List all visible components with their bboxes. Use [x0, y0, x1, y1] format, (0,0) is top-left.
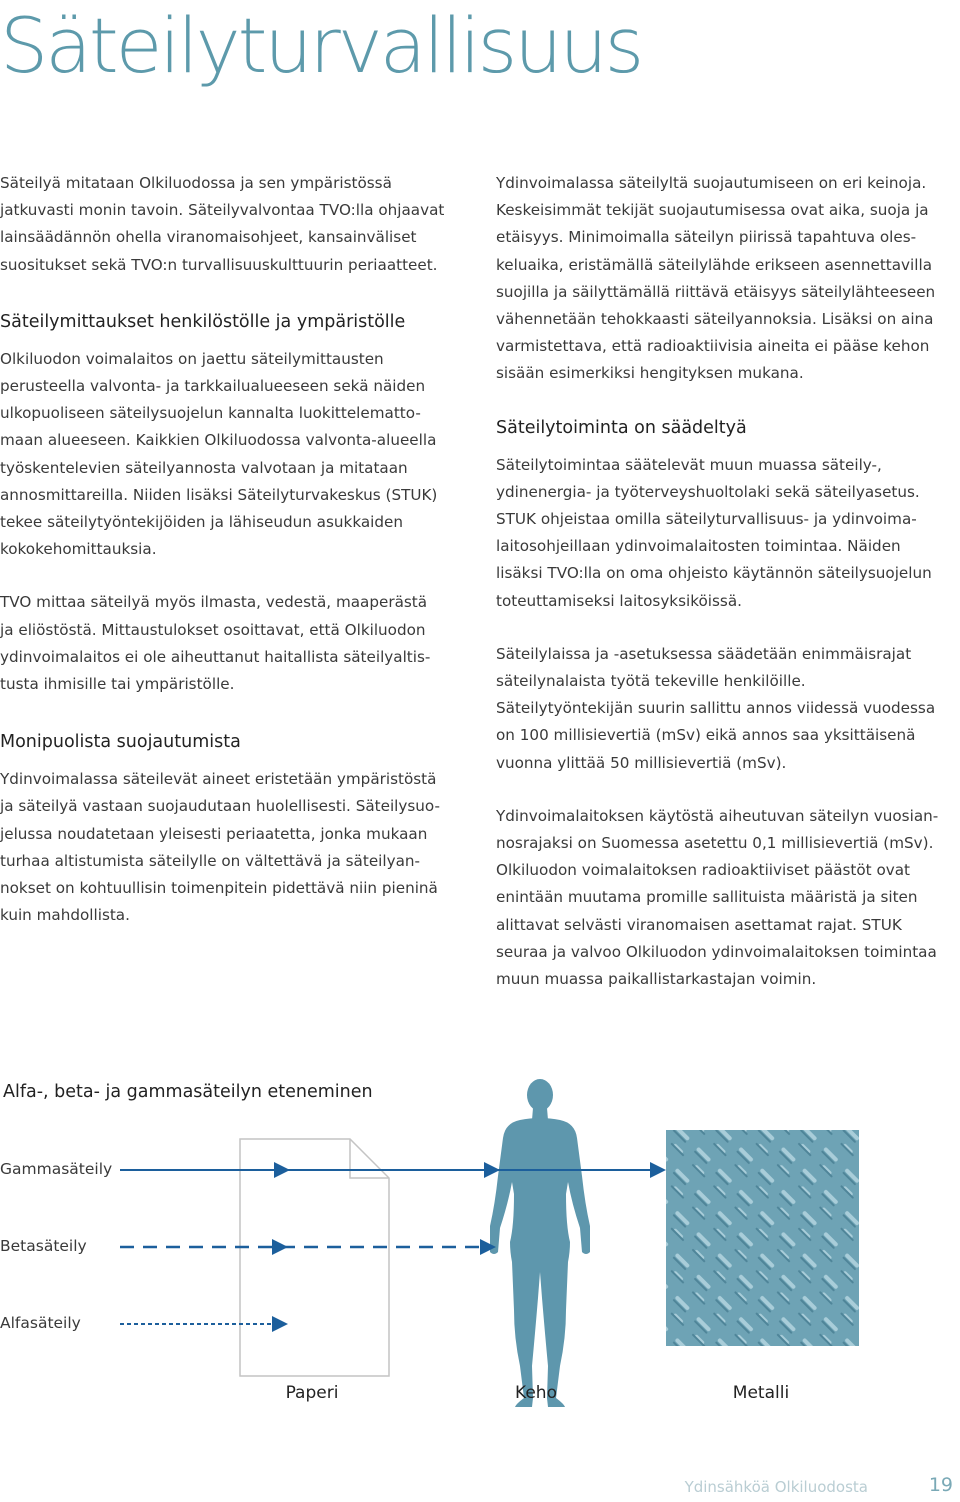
- left-column: [0, 170, 445, 955]
- measurements-paragraph-1: Olkiluodon voimalaitos on jaettu säteilymittausten perusteella valvonta- ja tarkkailualueeseen sekä näiden ulkopuoliseen säteilysuojelun kannalta luokittelematto-maan alueeseen. Kaikkien Olkiluodossa valvonta-alueella työskentelevien säteilyannosta valvotaan ja mitataan annosmittareilla. Niiden lisäksi Säteilyturvakeskus (STUK) tekee säteilytyöntekijöiden ja lähiseudun asukkaiden kokokehomittauksia.: [0, 349, 438, 559]
- intro-paragraph: Säteilyä mitataan Olkiluodossa ja sen ympäristössä jatkuvasti monin tavoin. Säteilyvalvontaa TVO:lla ohjaavat lainsäädännön ohella viranomaisohjeet, kansainväliset suositukset sekä TVO:n turvallisuuskulttuurin periaatteet.: [0, 174, 445, 274]
- section-heading-measurements: Säteilymittaukset henkilöstölle ja ympäristölle: [0, 311, 406, 332]
- footer-brand: Ydinsähköä Olkiluodosta: [684, 1478, 868, 1496]
- figure-illustration: [0, 1076, 960, 1436]
- regulation-paragraph-2: Säteilylaissa ja -asetuksessa säädetään enimmäisrajat säteilynalaista työtä tekeville henkilöille. Säteilytyöntekijän suurin sallittu annos viidessä vuodessa on 100 millisievertiä (mSv) eikä annos saa yksittäisenä vuonna ylittää 50 millisievertiä (mSv).: [496, 644, 936, 772]
- paper-sheet-icon: [240, 1139, 389, 1376]
- protection-means-paragraph: Ydinvoimalassa säteilyltä suojautumiseen on eri keinoja. Keskeisimmät tekijät suojautumisessa ovat aika, suoja ja etäisyys. Minimoimalla säteilyn piirissä tapahtuva oles-keluaika, eristämällä säteilylähde erikseen asennettavilla suojilla ja säilyttämällä riittävä etäisyys säteilylähteeseen vähennetään tehokkaasti säteilyannoksia. Lisäksi on aina varmistettava, että radioaktiivisia aineita ei pääse kehon sisään esimerkiksi hengityksen mukana.: [496, 174, 936, 383]
- human-body-icon: [490, 1079, 590, 1407]
- gamma-label: Gammasäteily: [0, 1160, 113, 1178]
- paper-label: Paperi: [285, 1383, 339, 1403]
- page-number: 19: [928, 1474, 953, 1496]
- body-label: Keho: [515, 1383, 557, 1403]
- radiation-penetration-figure: [0, 1076, 960, 1436]
- section-heading-protection: Monipuolista suojautumista: [0, 732, 241, 753]
- gamma-ray-arrow: [120, 1162, 666, 1178]
- section-heading-regulation: Säteilytoiminta on säädeltyä: [496, 417, 747, 438]
- figure-title: Alfa-, beta- ja gammasäteilyn eteneminen: [3, 1082, 373, 1102]
- regulation-paragraph-3: Ydinvoimalaitoksen käytöstä aiheutuvan säteilyn vuosian-nosrajaksi on Suomessa asetettu 0,1 millisievertiä (mSv). Olkiluodon voimalaitoksen radioaktiiviset päästöt ovat enintään muutama promille sallituista määristä ja siten alittavat selvästi viranomaisen asettamat rajat. STUK seuraa ja valvoo Olkiluodon ydinvoimalaitoksen toimintaa muun muassa paikallistarkastajan voimin.: [496, 806, 939, 989]
- regulation-paragraph-1: Säteilytoimintaa säätelevät muun muassa säteily-, ydinenergia- ja työterveyshuoltolaki sekä säteilyasetus. STUK ohjeistaa omilla säteilyturvallisuus- ja ydinvoima-laitosohjeillaan ydinvoimalaitosten toimintaa. Näiden lisäksi TVO:lla on oma ohjeisto käytännön säteilysuojelun toteuttamiseksi laitosyksiköissä.: [496, 455, 932, 610]
- alpha-label: Alfasäteily: [0, 1314, 81, 1332]
- metal-plate-icon: [666, 1130, 859, 1346]
- right-column: [496, 170, 946, 1019]
- protection-paragraph-1: Ydinvoimalassa säteilevät aineet eristetään ympäristöstä ja säteilyä vastaan suojaudutaan huolellisesti. Säteilysuo-jelussa noudatetaan yleisesti periaatetta, jonka mukaan turhaa altistumista säteilylle on vältettävä ja säteilyan-nokset on kohtuullisin toimenpitein pidettävä niin pieninä kuin mahdollista.: [0, 770, 440, 925]
- page-title: Säteilyturvallisuus: [0, 1, 642, 90]
- metal-label: Metalli: [732, 1383, 790, 1403]
- measurements-paragraph-2: TVO mittaa säteilyä myös ilmasta, vedestä, maaperästä ja eliöstöstä. Mittaustulokset osoittavat, että Olkiluodon ydinvoimalaitos ei ole aiheuttanut haitallista säteilyaltis-tusta ihmisille tai ympäristölle.: [0, 593, 431, 694]
- beta-label: Betasäteily: [0, 1237, 87, 1255]
